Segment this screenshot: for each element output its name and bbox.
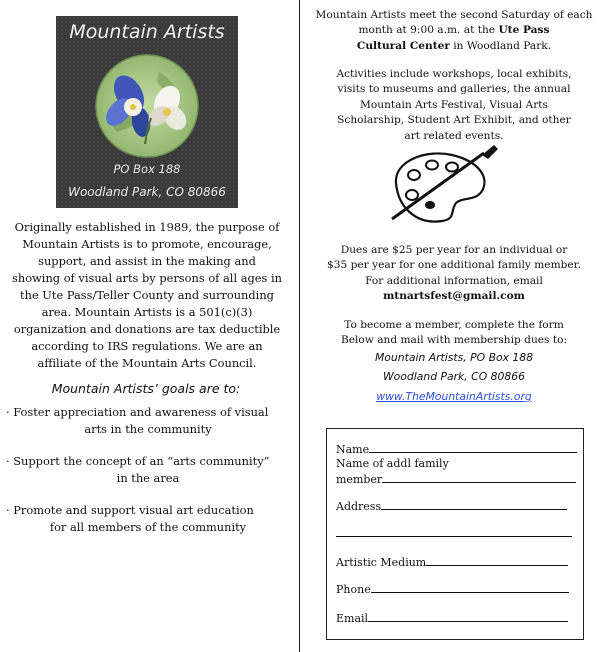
intro-line: Mountain Artists is to promote, encourage, (22, 237, 272, 251)
mailing-address-line: Mountain Artists, PO Box 188 (374, 350, 534, 364)
address-field[interactable] (381, 499, 567, 510)
goal-line: arts in the community (84, 422, 212, 436)
email-field[interactable] (368, 611, 568, 622)
activities-line: Mountain Arts Festival, Visual Arts (360, 98, 548, 111)
logo-title: Mountain Artists (69, 21, 225, 43)
form-address-row (336, 499, 576, 513)
goal-item (6, 453, 290, 487)
dues-info (308, 243, 600, 305)
artistic-medium-field[interactable] (426, 555, 568, 566)
meeting-venue: Cultural Center (356, 39, 450, 52)
meeting-venue: Ute Pass (498, 24, 550, 37)
intro-line: organization and donations are tax deductible (13, 322, 281, 336)
intro-line: Originally established in 1989, the purpose of (14, 220, 280, 234)
form-medium-row (336, 555, 576, 569)
form-label: Email (336, 612, 369, 625)
form-label: Address (336, 500, 382, 513)
address-field-line-2[interactable] (336, 526, 572, 537)
form-email-row (336, 611, 576, 625)
goal-line: for all members of the community (49, 520, 247, 534)
contact-email[interactable]: mtnartsfest@gmail.com (383, 290, 525, 303)
logo-city: Woodland Park, CO 80866 (68, 185, 226, 199)
goal-line: · Foster appreciation and awareness of visual (6, 405, 269, 419)
activities-line: Activities include workshops, local exhibits, (336, 68, 572, 80)
form-label: Artistic Medium (336, 556, 427, 569)
paint-palette-icon (386, 143, 502, 225)
intro-line: according to IRS regulations. We are an (31, 339, 263, 353)
intro-line: support, and assist in the making and (38, 254, 256, 268)
form-phone-row (336, 582, 576, 596)
form-label: Name (336, 443, 370, 456)
goal-line: · Promote and support visual art education (6, 503, 254, 517)
form-label: member (336, 473, 383, 486)
meeting-info (308, 8, 600, 54)
form-label: Phone (336, 583, 371, 596)
columbine-flower-icon (89, 52, 205, 160)
name-field[interactable] (369, 442, 577, 453)
meeting-line (308, 39, 600, 54)
intro-line: area. Mountain Artists is a 501(c)(3) (41, 305, 253, 319)
goal-line: in the area (116, 471, 180, 485)
logo (56, 16, 238, 208)
form-address-row-2 (336, 526, 576, 540)
intro-line: showing of visual arts by persons of all ages in (12, 271, 282, 285)
form-family-row (336, 472, 576, 486)
logo-po-box: PO Box 188 (113, 162, 181, 176)
meeting-text: month at 9:00 a.m. at the (358, 24, 499, 37)
intro-line: the Ute Pass/Teller County and surrounding (20, 288, 274, 302)
membership-line: To become a member, complete the form (344, 319, 564, 331)
goals-heading: Mountain Artists’ goals are to: (51, 381, 241, 396)
website-link[interactable]: www.TheMountainArtists.org (376, 389, 532, 403)
goal-item (6, 404, 290, 438)
membership-line: Below and mail with membership dues to: (340, 334, 568, 347)
membership-info (308, 318, 600, 404)
phone-field[interactable] (371, 582, 569, 593)
family-member-field[interactable] (382, 472, 576, 483)
form-family-label: Name of addl family (336, 457, 449, 470)
mailing-address-line: Woodland Park, CO 80866 (383, 370, 525, 384)
activities-line: art related events. (404, 129, 504, 142)
meeting-line (308, 23, 600, 38)
intro-paragraph (6, 219, 288, 372)
dues-line: For additional information, email (365, 274, 543, 287)
membership-form (326, 428, 584, 640)
goal-item (6, 502, 290, 536)
dues-line: $35 per year for one additional family member. (327, 259, 581, 272)
goal-line: · Support the concept of an “arts community” (6, 454, 270, 468)
meeting-line: Mountain Artists meet the second Saturday of each (315, 9, 593, 21)
meeting-text: in Woodland Park. (449, 39, 552, 52)
form-name-row (336, 442, 576, 456)
column-divider (299, 0, 300, 652)
intro-line: affiliate of the Mountain Arts Council. (37, 356, 257, 370)
activities-line: visits to museums and galleries, the annual (337, 83, 571, 96)
activities-info (308, 67, 600, 144)
activities-line: Scholarship, Student Art Exhibit, and other (337, 114, 571, 127)
dues-line: Dues are $25 per year for an individual or (340, 244, 568, 256)
